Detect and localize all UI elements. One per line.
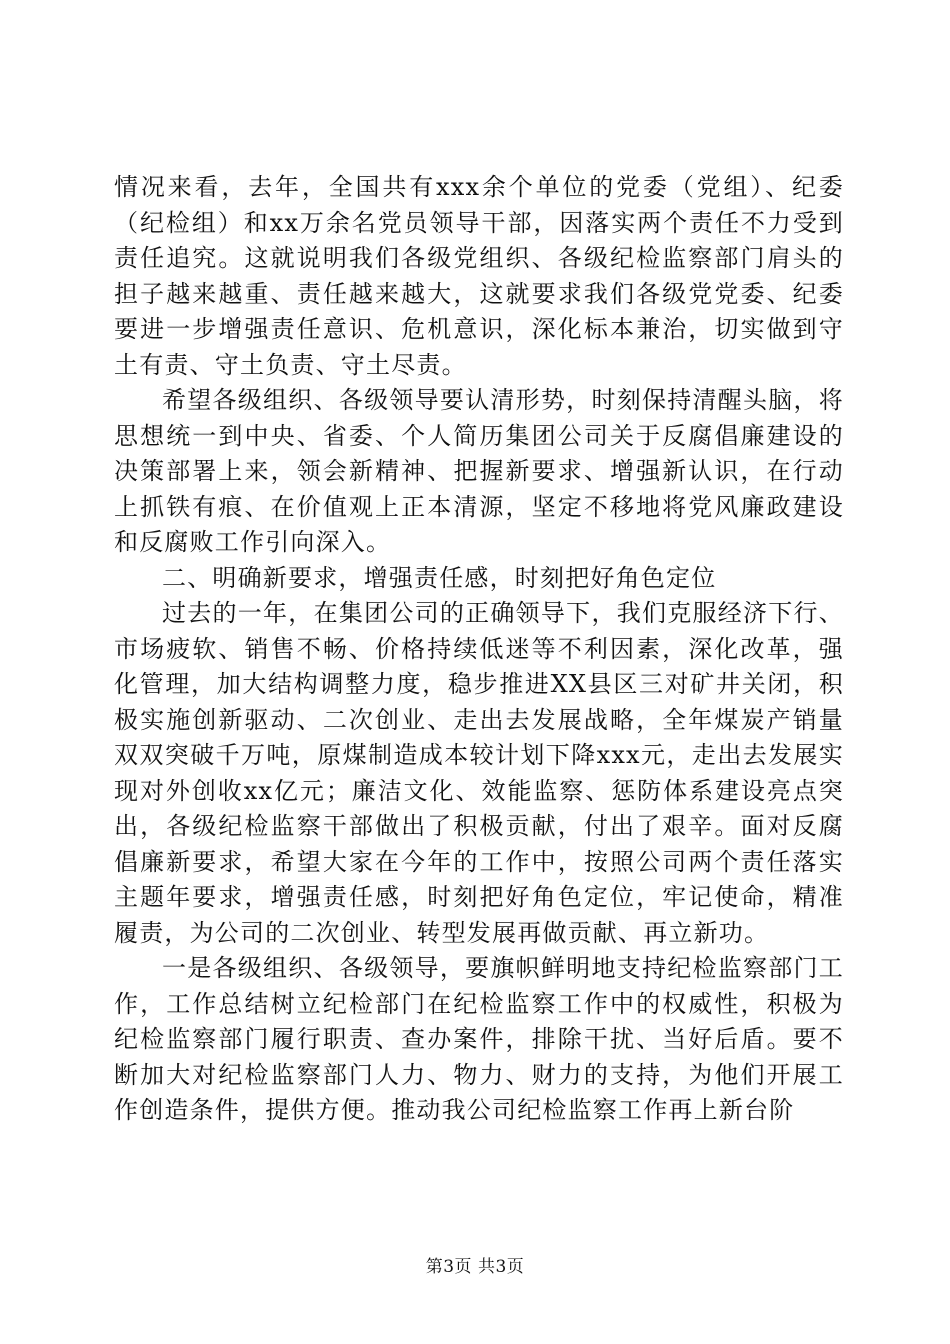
page-number-footer: 第3页 共3页 (425, 1257, 525, 1277)
section-heading: 二、明确新要求，增强责任感，时刻把好角色定位 (162, 563, 717, 592)
paragraph-past-year: 过去的一年，在集团公司的正确领导下，我们克服经济下行、市场疲软、销售不畅、价格持续低迷等不利因素，深化改革，强化管理，加大结构调整力度，稳步推进XX县区三对矿井关闭，积极实施创新驱动、二次创业、走出去发展战略，全年煤炭产销量双双突破千万吨，原煤制造成本较计划下降xxx元，走出去发展实现对外创收xx亿元；廉洁文化、效能监察、惩防体系建设亮点突出，各级纪检监察干部做出了积极贡献，付出了艰辛。面对反腐倡廉新要求，希望大家在今年的工作中，按照公司两个责任落实主题年要求，增强责任感，时刻把好角色定位，牢记使命，精准履责，为公司的二次创业、转型发展再做贡献、再立新功。 (114, 599, 844, 947)
paragraph-hope: 希望各级组织、各级领导要认清形势，时刻保持清醒头脑，将思想统一到中央、省委、个人简历集团公司关于反腐倡廉建设的决策部署上来，领会新精神、把握新要求、增强新认识，在行动上抓铁有痕、在价值观上正本清源，坚定不移地将党风廉政建设和反腐败工作引向深入。 (114, 386, 844, 556)
paragraph-first-point: 一是各级组织、各级领导，要旗帜鲜明地支持纪检监察部门工作，工作总结树立纪检部门在纪检监察工作中的权威性，积极为纪检监察部门履行职责、查办案件，排除干扰、当好后盾。要不断加大对纪检监察部门人力、物力、财力的支持，为他们开展工作创造条件，提供方便。推动我公司纪检监察工作再上新台阶 (114, 954, 844, 1124)
paragraph-continuation: 情况来看，去年，全国共有xxx余个单位的党委（党组）、纪委（纪检组）和xx万余名党员领导干部，因落实两个责任不力受到责任追究。这就说明我们各级党组织、各级纪检监察部门肩头的担子越来越重、责任越来越大，这就要求我们各级党党委、纪委要进一步增强责任意识、危机意识，深化标本兼治，切实做到守土有责、守土负责、守土尽责。 (114, 173, 844, 379)
document-body (114, 170, 844, 1129)
